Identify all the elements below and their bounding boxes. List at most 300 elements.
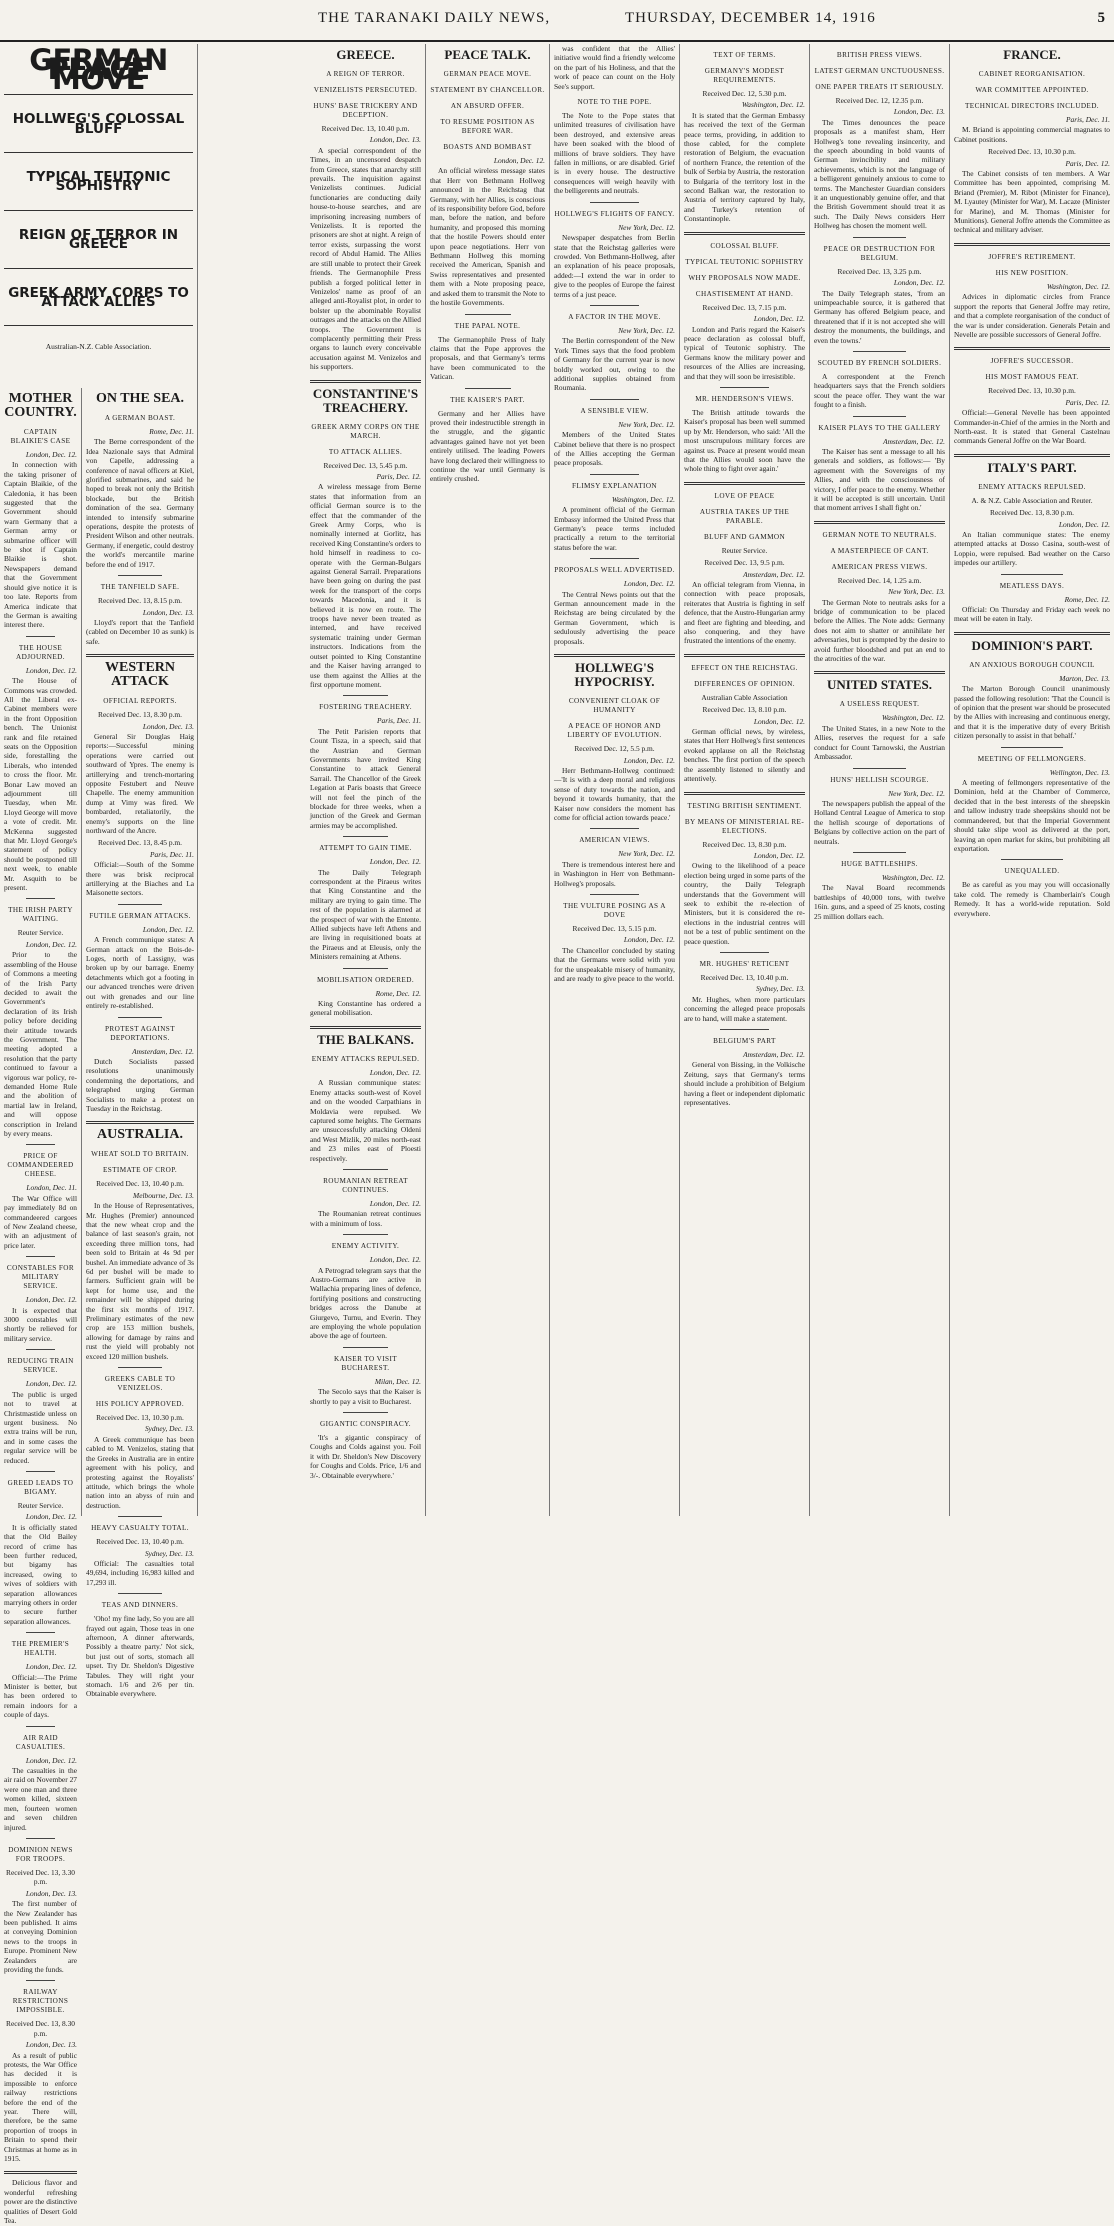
- article-body: Mr. Hughes, when more particulars concerning the alleged peace proposals are to hand, will make a statement.: [684, 994, 805, 1023]
- article-heading: WHEAT SOLD TO BRITAIN.: [91, 1150, 189, 1159]
- received-line: Received Dec. 13, 5.45 p.m.: [323, 460, 408, 470]
- article-body: Members of the United States Cabinet believe that there is no prospect of the Allies accepting the German peace proposals.: [554, 430, 675, 468]
- dateline: Wellington, Dec. 13.: [1049, 767, 1110, 777]
- article-body: M. Briand is appointing commercial magnates to Cabinet positions.: [954, 125, 1110, 144]
- article-body: As a result of public protests, the War Office has decided it is impossible to enforce railway restrictions before the end of the year. There will, therefore, be the same proportion of troops in Britain to spend their Christmas at home as in 1915.: [4, 2050, 77, 2164]
- dateline: Amsterdam, Dec. 12.: [743, 1050, 805, 1059]
- advertisement: 'It's a gigantic conspiracy of Coughs and Colds against you. Foil it with Dr. Sheldon's New Discovery for Coughs and Colds. Price, 1/6 and 3/-. Obtainable everywhere.': [310, 1433, 421, 1480]
- service-credit: Reuter Service.: [721, 545, 768, 555]
- dateline: New York, Dec. 12.: [618, 222, 675, 232]
- article-body: The Germanophile Press of Italy claims that the Pope approves the proposals, and that Germany's terms have been communicated to the Vatican.: [430, 334, 545, 382]
- article-body: The public is urged not to travel at Christmastide unless on urgent business. No extra trains will be run, and in some cases the regular service will be reduced.: [4, 1389, 77, 1465]
- article-heading: GERMAN PEACE MOVE.: [443, 70, 532, 78]
- page-columns: [0, 43, 1114, 2226]
- article-heading: CAPTAIN BLAIKIE'S CASE: [10, 428, 71, 445]
- received-line: Received Dec. 13, 10.30 p.m.: [988, 386, 1076, 396]
- article-heading: HUNS' HELLISH SCOURGE.: [830, 775, 929, 784]
- column-hollweg: [550, 44, 680, 1516]
- article-heading: THE TANFIELD SAFE.: [100, 583, 180, 592]
- article-subheading: ONE PAPER TREATS IT SERIOUSLY.: [815, 83, 944, 91]
- dateline: London, Dec. 12.: [25, 665, 77, 675]
- divider: [26, 1980, 55, 1981]
- divider: [118, 1516, 161, 1517]
- divider: [26, 1144, 55, 1145]
- article-body: An official wireless message states that Herr von Bethmann Hollweg announced in the Reichstag that Germany, with her Allies, is conscious of its responsibility before God, before man, before the nation, and before humanity, and proposed this morning that the hostile Powers should enter upon peace negotiations. Herr von Bethmann Hollweg this morning received the American, Spanish and Swiss representatives and presented them with a Note proposing peace, and asked them to transmit the Note to the hostile Governments.: [430, 166, 545, 308]
- dateline: London, Dec. 12.: [369, 1198, 421, 1208]
- divider: [118, 1017, 161, 1018]
- dateline: Rome, Dec. 11.: [149, 427, 194, 436]
- article-heading: TEAS AND DINNERS.: [101, 1601, 179, 1610]
- article-subheading: GREEK ARMY CORPS ON THE MARCH.: [311, 422, 420, 440]
- dateline: Washington, Dec. 12.: [1046, 281, 1110, 291]
- section-heading: GREECE.: [336, 47, 395, 62]
- article-body: Dutch Socialists passed resolutions unanimously condemning the deportations, and telegraphed urging German Socialists to make a protest on Tuesday in the Reichstag.: [86, 1056, 194, 1113]
- dateline: London, Dec. 12.: [25, 1755, 77, 1765]
- dateline: New York, Dec. 12.: [618, 849, 675, 859]
- divider: [343, 968, 387, 969]
- section-heading: UNITED STATES.: [827, 677, 932, 693]
- dateline: Rome, Dec. 12.: [375, 988, 421, 998]
- dateline: London, Dec. 12.: [623, 935, 675, 945]
- dateline: Washington, Dec. 12.: [881, 872, 945, 882]
- divider: [26, 1838, 55, 1839]
- divider: [86, 1121, 194, 1124]
- dateline: London, Dec. 12.: [623, 579, 675, 589]
- article-body: The German Note to neutrals asks for a bridge of communication to be placed before the Allies. The Note adds: Germany does not aim to shatter or annihilate her adversaries, but is prompted by the desire to avoid further bloodshed and put an end to the atrocities of the war.: [814, 597, 945, 664]
- divider: [853, 852, 905, 853]
- column-peace-talk: [426, 44, 550, 1516]
- article-heading: THE IRISH PARTY WAITING.: [8, 906, 73, 924]
- received-line: Received Dec. 12, 5.30 p.m.: [702, 89, 787, 98]
- article-body: Owing to the likelihood of a peace election being urged in some parts of the country, the Daily Telegraph understands that the Government will seek to exhibit the re-election of Ministers, but it is considered the re-elections in the industrial centres will not be a test of public sentiment on the peace question.: [684, 861, 805, 946]
- dateline: London, Dec. 12.: [623, 755, 675, 765]
- received-line: Received Dec. 12, 12.35 p.m.: [835, 96, 924, 105]
- divider: [720, 952, 768, 953]
- article-heading: EFFECT ON THE REICHSTAG.: [691, 663, 798, 672]
- article-heading: A GERMAN BOAST.: [104, 414, 176, 422]
- dateline: London, Dec. 13.: [142, 607, 194, 617]
- article-subheading: ESTIMATE OF CROP.: [102, 1166, 178, 1175]
- page-number: 5: [1097, 10, 1106, 26]
- dateline: London, Dec. 13.: [369, 135, 421, 145]
- received-line: Received Dec. 13, 10.40 p.m.: [96, 1537, 184, 1547]
- dateline: Paris, Dec. 11.: [377, 716, 421, 726]
- dateline: London, Dec. 13.: [893, 107, 945, 117]
- article-subheading: AN ABSURD OFFER.: [450, 102, 525, 110]
- article-heading: THE PAPAL NOTE.: [454, 321, 521, 330]
- article-heading: A REIGN OF TERROR.: [326, 70, 405, 78]
- divider: [1001, 747, 1063, 748]
- article-body: The War Office will pay immediately 8d on commandeered cargoes of New Zealand cheese, with an adjustment of price later.: [4, 1193, 77, 1250]
- section-heading: TEXT OF TERMS.: [713, 51, 776, 59]
- article-body: The Berne correspondent of the Idea Nazionale says that Admiral von Capelle, addressing a conference of naval officers at Kiel, glorified submarines, and said he hoped to break not only the British blockade, but the British domination of the sea. Germany intended to intensify submarine operations, despite the protests of President Wilson and other neutrals. Germany, if energetic, could destroy the world's mercantile marine before the end of 1917.: [86, 437, 194, 569]
- divider: [853, 416, 905, 417]
- cable-credit: Australian-N.Z. Cable Association.: [4, 325, 193, 361]
- article-heading: GIGANTIC CONSPIRACY.: [320, 1420, 411, 1429]
- article-heading: THE VULTURE POSING AS A DOVE: [563, 901, 666, 919]
- article-body: A meeting of fellmongers representative of the Dominion, held at the Chamber of Commerce, decided that in the best interests of the sheepskin and tallow industry trade sheepskins should not be commandeered, but that the Imperial Government should take slipe wool as delivered at the port, leaving an open market for skins, but prohibiting all exportation.: [954, 778, 1110, 853]
- received-line: Received Dec. 13, 8.30 p.m.: [6, 2019, 75, 2038]
- divider: [26, 1256, 55, 1257]
- article-body: Official:—General Nevelle has been appointed Commander-in-Chief of the armies in the North and North-east. It is stated that General Castelnau commands General Joffre on the War Board.: [954, 408, 1110, 446]
- article-body: A French communique states: A German attack on the Bois-de-Loges, north of Lassigny, was broken up by our barrage. Enemy detachments which got a footing in our advanced trenches were driven out with grenades and our line entirely re-established.: [86, 935, 194, 1011]
- article-subheading: TYPICAL TEUTONIC SOPHISTRY: [685, 257, 804, 266]
- article-body: The Daily Telegraph correspondent at the Piraeus writes that King Constantine and the military are trying to gain time. The rest of the population is alarmed at the prospect of war with the Entente. Allied subjects have left Athens and are living in requisitioned boats at the Piraeus and at Eleusis, only the Ministers remaining at Athens.: [310, 867, 421, 962]
- article-subheading: WHY PROPOSALS NOW MADE.: [688, 273, 801, 282]
- article-heading: JOFFRE'S RETIREMENT.: [988, 252, 1076, 261]
- dateline: London, Dec. 11.: [26, 1183, 77, 1193]
- divider: [853, 237, 905, 238]
- divider: [720, 1029, 768, 1030]
- article-heading: FOSTERING TREACHERY.: [319, 703, 412, 712]
- divider: [590, 305, 638, 306]
- dateline: Melbourne, Dec. 13.: [133, 1190, 194, 1200]
- article-heading: FUTILE GERMAN ATTACKS.: [89, 911, 191, 920]
- section-heading: WESTERN ATTACK: [104, 660, 176, 690]
- received-line: Received Dec. 13, 3.25 p.m.: [837, 266, 922, 276]
- dateline: London, Dec. 12.: [369, 857, 421, 867]
- service-credit: Reuter Service.: [17, 928, 64, 938]
- divider: [118, 1593, 161, 1594]
- article-subheading: TECHNICAL DIRECTORS INCLUDED.: [965, 102, 1099, 110]
- divider: [343, 1412, 387, 1413]
- divider: [720, 387, 768, 388]
- article-body: The Naval Board recommends battleships of 40,000 tons, with twelve 16in. guns, and a speed of 25 knots, costing 25 million dollars each.: [814, 883, 945, 921]
- article-heading: OFFICIAL REPORTS.: [103, 697, 177, 706]
- article-heading: GREEKS CABLE TO VENIZELOS.: [104, 1375, 176, 1393]
- article-body: A special correspondent of the Times, in an uncensored despatch from Greece, states that anarchy still prevails. The inquisition against Venizelists continues. Judicial functionaries are conducting daily house-to-house searches, and are imprisoning increasing numbers of Venizelists. It is reported the prisoners are shot at night. A reign of terror exists, surpassing the worst record of Abdul Hamid. The Allies are still unable to protect their Greek friends. The Germanophile Press publish a forged political letter in Venizelos' name as proof of an alleged anti-Royalist plot, in order to bolster up the abominable Royalist outrages and the attacks on the Allied troops. The Government is complacently permitting their Press organs to launch every conceivable accusation against M. Venizelos and his supporters.: [310, 145, 421, 372]
- article-body: Lloyd's report that the Tanfield (cabled on December 10 as sunk) is safe.: [86, 617, 194, 646]
- dateline: London, Dec. 12.: [25, 450, 77, 459]
- section-heading: DOMINION'S PART.: [971, 637, 1093, 653]
- article-body: The Kaiser has sent a message to all his generals and soldiers, as follows:— 'By agreement with the Sovereigns of my Allies, and with the consciousness of victory, I offer peace to the enemy. Whether it will be accepted is still uncertain. Until that moment arrives I shall fight on.': [814, 446, 945, 513]
- section-heading: CONSTANTINE'S TREACHERY.: [312, 385, 419, 415]
- dateline: London, Dec. 12.: [369, 1067, 421, 1077]
- dateline: London, Dec. 12.: [369, 1255, 421, 1265]
- article-heading: COLOSSAL BLUFF.: [710, 241, 779, 250]
- article-subheading: ENEMY ATTACKS REPULSED.: [978, 482, 1086, 491]
- article-body: A correspondent at the French headquarters says that the French soldiers scout the peace offer. They want the war fought to a finish.: [814, 371, 945, 410]
- article-heading: RAILWAY RESTRICTIONS IMPOSSIBLE.: [12, 1988, 69, 2015]
- article-body: A Russian communique states: Enemy attacks south-west of Kovel and on the wooded Carpathians in Moldavia were repulsed. We captured some heights. The Germans are unsuccessfully attacking Oldeni and West Mizlik, 20 miles north-east and 23 miles east of Ploesti respectively.: [310, 1078, 421, 1163]
- article-subheading: HIS POLICY APPROVED.: [95, 1400, 185, 1409]
- article-body: Prior to the assembling of the House of Commons a meeting of the Irish Party decided to await the Government's declaration of its Irish policy before deciding their attitude towards the Government. The meeting adopted a resolution that the party continued to favour a vigorous war policy, re-demanded Home Rule and the abolition of martial law in Ireland, and will oppose conscription in Ireland by every means.: [4, 950, 77, 1138]
- advertisement: 'Oho! my fine lady, So you are all frayed out again, Those teas in one afternoon, A dinner afterwards, Possibly a theatre party.' Not sick, but just out of sorts, stomach all upset. Try Dr. Sheldon's Digestive Tabules. They will right your stomach. 1/6 and 2/6 per tin. Obtainable everywhere.: [86, 1614, 194, 1699]
- dateline: London, Dec. 12.: [893, 278, 945, 288]
- article-heading: HEAVY CASUALTY TOTAL.: [91, 1524, 189, 1533]
- article-body: A Petrograd telegram says that the Austro-Germans are active in Wallachia preparing lines of defence, fortifying positions and constructing bridges across the Danube at Giurgevo, Turnu, and Everin. They are employing the whole population above the age of fourteen.: [310, 1265, 421, 1341]
- divider: [310, 1026, 421, 1029]
- divider: [954, 243, 1110, 246]
- service-credit: Australian Cable Association: [701, 692, 788, 702]
- article-body: Newspaper despatches from Berlin state that the Reichstag galleries were crowded. Von Bethmann-Hollweg, after an explanation of his peace proposals, added:—I extend the war in order to give to the peoples of Europe the fairest terms of a just peace.: [554, 233, 675, 299]
- article-heading: PROTEST AGAINST DEPORTATIONS.: [105, 1024, 175, 1042]
- article-body: The Daily Telegraph states, 'from an unimpeachable source, it is gathered that Germany has offered Belgium peace, and threatened that if it is not accepted she will destroy the monuments, the buildings, and even the towns.': [814, 288, 945, 345]
- advertisement: Delicious flavor and wonderful refreshing power are the distinctive qualities of Desert Gold Tea.: [4, 2178, 77, 2226]
- dateline: Amsterdam, Dec. 12.: [883, 436, 945, 446]
- divider: [465, 314, 511, 315]
- article-body: The first number of the New Zealander has been published. It aims at conveying Dominion news to the troops in Europe. Prominent New Zealanders are providing the funds.: [4, 1899, 77, 1974]
- article-heading: LOVE OF PEACE: [714, 491, 775, 500]
- article-body: German official news, by wireless, states that Herr Hollweg's first sentences evoked applause on all the Reichstag benches. The first portion of the speech the assembly listened to silently and attentively.: [684, 727, 805, 784]
- dateline: Amsterdam, Dec. 12.: [132, 1046, 194, 1056]
- article-body: General von Bissing, in the Volkische Zeitung, says that Germany's terms should include a prohibition of Belgium having a fleet or independent diplomatic representatives.: [684, 1060, 805, 1108]
- divider: [684, 482, 805, 485]
- received-line: Received Dec. 13, 8.10 p.m.: [702, 705, 787, 715]
- received-line: Received Dec. 13, 10.40 p.m.: [96, 1179, 184, 1189]
- article-heading: NOTE TO THE POPE.: [577, 98, 652, 107]
- section-heading: MOTHER COUNTRY.: [4, 391, 77, 420]
- article-body: The Marton Borough Council unanimously passed the following resolution: 'That the Council is of opinion that the present war should be prosecuted by the Allies with increasing and continuous energy, and that it is the imperative duty of every British citizen personally to assist in that behalf.': [954, 684, 1110, 741]
- article-heading: ENEMY ACTIVITY.: [331, 1242, 400, 1251]
- article-heading: PRICE OF COMMANDEERED CHEESE.: [7, 1152, 74, 1179]
- article-heading: AMERICAN VIEWS.: [579, 836, 650, 845]
- on-the-sea-column: [82, 388, 198, 1699]
- article-heading: CABINET REORGANISATION.: [978, 70, 1086, 78]
- dateline: Milan, Dec. 12.: [374, 1376, 421, 1386]
- divider: [343, 1347, 387, 1348]
- article-body: The Central News points out that the German announcement made in the Reichstag are being circulated by the German Government, which is sedulously advertising the peace proposals.: [554, 589, 675, 646]
- article-heading: GERMAN NOTE TO NEUTRALS.: [822, 530, 937, 539]
- divider: [4, 2171, 77, 2174]
- article-body: A wireless message from Berne states that information from an official German source is to the effect that the commander of the Greek Army Corps, who is nominally interned at Gorlitz, has received King Constantine's orders to hold himself in readiness to co-operate with the German-Bulgars against General Sarrail. Preparations have been going on during the past week for the transport of the corps towards Macedonia, and it is believed it is now en route. The troops have never been treated as interned, and have received systematic training under German instructors. Indications from the outset pointed to King Constantine and the Kaiser having arranged to use them against the Allies at the first opportune moment.: [310, 482, 421, 689]
- article-subheading: TO RESUME POSITION AS BEFORE WAR.: [440, 118, 535, 135]
- article-subheading: GERMANY'S MODEST REQUIREMENTS.: [704, 67, 785, 84]
- divider: [310, 380, 421, 383]
- article-heading: THE KAISER'S PART.: [450, 395, 525, 404]
- divider: [26, 898, 55, 899]
- received-line: Received Dec. 13, 10.30 p.m.: [96, 1413, 184, 1423]
- dateline: Paris, Dec. 12.: [376, 471, 421, 481]
- divider: [590, 474, 638, 475]
- dateline: New York, Dec. 12.: [888, 788, 945, 798]
- article-subheading: HIS NEW POSITION.: [995, 268, 1069, 277]
- divider: [954, 632, 1110, 635]
- banner-subhead-2: TYPICAL TEUTONIC SOPHISTRY: [4, 152, 193, 210]
- divider: [343, 695, 387, 696]
- banner-headlines: [4, 43, 193, 362]
- dateline: Sydney, Dec. 13.: [144, 1424, 194, 1434]
- article-heading: THE HOUSE ADJOURNED.: [16, 643, 65, 661]
- article-heading: HUGE BATTLESHIPS.: [841, 859, 918, 868]
- article-body: It is stated that the German Embassy has received the text of the German peace terms, providing, in addition to those cabled, for the complete restoration of Belgium, the evacuation of northern France, the retention of the bulk of Serbia by Austria, the restoration to Bulgaria of the territory lost in the second Balkan war, the restoration to Austria of territory captured by Italy, and Turkey's retention of Constantinople.: [684, 110, 805, 224]
- article-body: A Greek communique has been cabled to M. Venizelos, stating that the Greeks in Australia are in entire agreement with his policy, and protesting against the Royalists' attitude, which brings the whole nation into an abyss of ruin and destruction.: [86, 1434, 194, 1510]
- divider: [465, 388, 511, 389]
- article-body: Advices in diplomatic circles from France support the reports that General Joffre may retire, and that a complete reorganisation of the conduct of the war is under consideration. Generals Petain and Nevelle are possible successors of General Joffre.: [954, 292, 1110, 339]
- article-heading: PEACE OR DESTRUCTION FOR BELGIUM.: [823, 244, 936, 262]
- divider: [590, 828, 638, 829]
- article-body: The Secolo says that the Kaiser is shortly to pay a visit to Bucharest.: [310, 1387, 421, 1406]
- section-heading: ON THE SEA.: [95, 391, 185, 406]
- article-body: It is officially stated that the Old Bailey record of crime has been further reduced, but bigamy has increased, owing to wives of soldiers with separation allowances marrying others in order to secure further separation allowances.: [4, 1522, 77, 1626]
- section-heading: HOLLWEG'S HYPOCRISY.: [574, 660, 655, 690]
- section-heading: FRANCE.: [1003, 47, 1061, 62]
- received-line: Received Dec. 13, 10.40 p.m.: [700, 972, 789, 982]
- divider: [684, 232, 805, 235]
- article-subheading: A USELESS REQUEST.: [839, 700, 920, 709]
- article-heading: HOLLWEG'S FLIGHTS OF FANCY.: [554, 209, 675, 218]
- article-subheading: HIS MOST FAMOUS FEAT.: [985, 373, 1079, 382]
- received-line: Received Dec. 13, 7.15 p.m.: [702, 302, 787, 312]
- divider: [590, 558, 638, 559]
- divider: [343, 1234, 387, 1235]
- article-body: Official: On Thursday and Friday each week no meat will be eaten in Italy.: [954, 605, 1110, 624]
- divider: [684, 654, 805, 657]
- dateline: Paris, Dec. 12.: [1065, 397, 1110, 407]
- article-subheading: BOASTS AND BOMBAST: [443, 143, 532, 151]
- article-body: The Berlin correspondent of the New York Times says that the food problem of Germany for the current year is now boldly worked out, owing to the additional supplies obtained from Roumania.: [554, 336, 675, 393]
- article-heading: GREED LEADS TO BIGAMY.: [7, 1478, 74, 1496]
- article-body: The Note to the Pope states that unlimited treasures of civilisation have been destroyed, and extensive areas have been soaked with the blood of millions of brave soldiers. They have fallen in millions, or are disabled. Grief is in every house. The destructive consequences will weigh heavily with the belligerents and neutrals.: [554, 111, 675, 196]
- divider: [590, 202, 638, 203]
- received-line: Received Dec. 13, 3.30 p.m.: [6, 1867, 75, 1887]
- divider: [118, 1367, 161, 1368]
- article-body: Herr Bethmann-Hollweg continued:—'It is with a deep moral and religious sense of duty towards the nation, and beyond it towards humanity, that the Kaiser now considers the moment has come for official action towards peace.': [554, 765, 675, 822]
- newspaper-name: THE TARANAKI DAILY NEWS,: [318, 10, 551, 26]
- dateline: London, Dec. 13.: [25, 2040, 77, 2050]
- divider: [590, 894, 638, 895]
- dateline: Washington, Dec. 12.: [881, 713, 945, 723]
- issue-date: THURSDAY, DECEMBER 14, 1916: [625, 10, 876, 26]
- article-body: Official:—South of the Somme there was brisk reciprocal artillerying at the Biaches and La Maisonette sectors.: [86, 860, 194, 898]
- masthead: [0, 0, 1114, 42]
- article-body: Germany and her Allies have proved their indestructible strength in the struggle, and the gigantic advantages gained have not yet been entirely utilised. The leading Powers have long declared their willingness to continue the war until Germany is entirely crushed.: [430, 408, 545, 484]
- dateline: Rome, Dec. 12.: [1064, 594, 1110, 604]
- section-heading: ITALY'S PART.: [987, 459, 1077, 475]
- article-subheading: BLUFF AND GAMMON: [703, 532, 786, 541]
- divider: [590, 399, 638, 400]
- dateline: Amsterdam, Dec. 12.: [743, 569, 805, 579]
- article-heading: CONSTABLES FOR MILITARY SERVICE.: [6, 1264, 75, 1291]
- article-body: The British attitude towards the Kaiser's proposal has been well summed up by Mr. Henderson, who said: 'All the most unscrupulous military forces are against us. Peace at present would mean that the Allies would soon have the whole thing to fight over again.': [684, 407, 805, 474]
- received-line: Received Dec. 13, 10.40 p.m.: [321, 124, 410, 133]
- article-subheading: A PEACE OF HONOR AND LIBERTY OF EVOLUTION.: [567, 722, 662, 740]
- dateline: London, Dec. 12.: [142, 924, 194, 934]
- mother-country-column: [0, 388, 82, 2226]
- article-heading: MEETING OF FELLMONGERS.: [977, 754, 1087, 763]
- article-body: In connection with the taking prisoner of Captain Blaikie, of the Caledonia, it has been suggested that the Government should warn Germany that a German army or submarine officer will be shot if Captain Blaikie is shot. Newspapers demand that the Government should give notice it is too late. Reports from America indicate that the German is awaiting interest there.: [4, 460, 77, 630]
- divider: [1001, 574, 1063, 575]
- article-body: The Times denounces the peace proposals as a manifest sham, Herr Hollweg's tone revealing insincerity, and the speech abounding in bold vaunts of German invincibility and military achievements, which is not the language of a belligerent genuinely anxious to come to terms. The Manchester Guardian considers it an unquestionably genuine offer, and that the British Government should treat it as such. The Daily News considers Herr Hollweg has chosen the moment well.: [814, 117, 945, 231]
- divider: [118, 575, 161, 576]
- article-heading: A SENSIBLE VIEW.: [580, 406, 649, 415]
- article-subheading: DIFFERENCES OF OPINION.: [694, 679, 795, 688]
- divider: [26, 1349, 55, 1350]
- dateline: Paris, Dec. 11.: [1066, 115, 1110, 124]
- dateline: Sydney, Dec. 13.: [144, 1548, 194, 1558]
- dateline: London, Dec. 12.: [25, 1662, 77, 1672]
- article-subheading: HUNS' BASE TRICKERY AND DECEPTION.: [313, 102, 418, 119]
- article-body: The casualties in the air raid on November 27 were one man and three women killed, sixteen men, fourteen women and seven children injured.: [4, 1766, 77, 1832]
- article-heading: KAISER PLAYS TO THE GALLERY: [818, 423, 941, 432]
- divider: [853, 351, 905, 352]
- article-heading: MEATLESS DAYS.: [999, 581, 1065, 590]
- column-greece: [306, 44, 426, 1516]
- article-subheading: BY MEANS OF MINISTERIAL RE-ELECTIONS.: [684, 817, 805, 835]
- article-subheading: A MASTERPIECE OF CANT.: [830, 546, 929, 555]
- section-heading: THE BALKANS.: [317, 1031, 414, 1047]
- dateline: New York, Dec. 13.: [888, 587, 945, 597]
- article-body: A prominent official of the German Embassy informed the United Press that Germany's peace terms included practically a return to the territorial status before the war.: [554, 505, 675, 552]
- received-line: Received Dec. 13, 8.30 p.m.: [702, 839, 787, 849]
- dateline: New York, Dec. 12.: [618, 325, 675, 335]
- article-subheading: WAR COMMITTEE APPOINTED.: [975, 86, 1089, 94]
- article-body: An official telegram from Vienna, in connection with peace proposals, reiterates that Austria is fighting in self defence, that the Austro-Hungarian army and fleet are fighting and bleeding, and also conquering, and they have frustrated the intentions of the enemy.: [684, 580, 805, 646]
- dateline: London, Dec. 12.: [753, 314, 805, 324]
- article-heading: PROPOSALS WELL ADVERTISED.: [554, 566, 675, 575]
- dateline: London, Dec. 12.: [25, 939, 77, 949]
- section-heading: BRITISH PRESS VIEWS.: [836, 51, 923, 59]
- dateline: Paris, Dec. 11.: [150, 849, 194, 859]
- service-credit: A. & N.Z. Cable Association and Reuter.: [971, 495, 1093, 505]
- article-heading: LATEST GERMAN UNCTUOUSNESS.: [814, 67, 945, 75]
- divider: [26, 1726, 55, 1727]
- article-heading: ROUMANIAN RETREAT CONTINUES.: [323, 1176, 408, 1194]
- column-text-of-terms: [680, 44, 810, 1516]
- service-credit: Reuter Service.: [17, 1500, 64, 1510]
- article-body: The Petit Parisien reports that Count Tisza, in a speech, said that the Austrian and German Governments have invited King Constantine to attack General Sarrail. The Chancellor of the Greek Legation at Paris boasts that Greece will not feel the pinch of the blockade for three weeks, when a junction of the Greek and German armies may be accomplished.: [310, 726, 421, 830]
- article-body: The United States, in a new Note to the Allies, reserves the request for a safe conduct for Count Tarnowski, the Austrian Ambassador.: [814, 723, 945, 762]
- article-body: was confident that the Allies' initiative would find a friendly welcome on the part of his Holiness, and that the work of peace can count on the Holy See's support.: [554, 44, 675, 91]
- dateline: Paris, Dec. 12.: [1065, 158, 1110, 168]
- dateline: Sydney, Dec. 13.: [755, 984, 805, 994]
- divider: [26, 636, 55, 637]
- article-body: King Constantine has ordered a general mobilisation.: [310, 999, 421, 1018]
- dateline: Marton, Dec. 13.: [1059, 673, 1110, 683]
- dateline: London, Dec. 12.: [25, 1512, 77, 1522]
- article-body: General Sir Douglas Haig reports:—Successful mining operations were carried out southward of Ypres. The enemy is artillerying and trench-mortaring opposite Festubert and Neuve Chapelle. The enemy ammunition dump at Vimy was fired. We bombarded, retaliatorily, the enemy's supports on the line northward of the Ancre.: [86, 731, 194, 835]
- divider: [554, 654, 675, 657]
- article-subheading: VENIZELISTS PERSECUTED.: [313, 86, 418, 94]
- dateline: London, Dec. 12.: [753, 716, 805, 726]
- article-body: In the House of Representatives, Mr. Hughes (Premier) announced that the new wheat crop and the balance of last season's grain, not exceeding three million tons, had been sold to Britain at 4s 9d per bushel. An immediate advance of 3s 6d per bushel will be made to farmers. Sufficient grain will be kept for home use, and the remainder will be shipped during the first six months of 1917. Preliminary estimates of the new crop are 153 million bushels, allowing for damage by rains and rust the yield will probably not exceed 120 million bushels.: [86, 1201, 194, 1361]
- received-line: Received Dec. 13, 10.30 p.m.: [988, 147, 1076, 157]
- article-body: London and Paris regard the Kaiser's peace declaration as colossal bluff, typical of Teutonic sophistry. The Germans know the military power and resources of the Allies are increasing, and that they will soon be irresistible.: [684, 324, 805, 381]
- dateline: New York, Dec. 12.: [618, 419, 675, 429]
- banner-subhead-4: GREEK ARMY CORPS TO ATTACK ALLIES: [4, 268, 193, 326]
- received-line: Received Dec. 13, 8.30 p.m.: [990, 508, 1074, 518]
- section-heading: AUSTRALIA.: [97, 1127, 183, 1143]
- article-subheading: TO ATTACK ALLIES.: [328, 447, 403, 456]
- article-heading: REDUCING TRAIN SERVICE.: [7, 1357, 74, 1375]
- divider: [26, 1632, 55, 1633]
- article-heading: MR. HUGHES' RETICENT: [699, 959, 790, 968]
- article-body: The Chancellor concluded by stating that the Germans were solid with you for the unspeakable misery of humanity, and are ready to give peace to the world.: [554, 945, 675, 983]
- dateline: London, Dec. 12.: [25, 1295, 77, 1305]
- article-body: There is tremendous interest here and in Washington in Herr von Bethmann-Hollweg's proposals.: [554, 859, 675, 888]
- section-heading: PEACE TALK.: [444, 47, 531, 62]
- article-heading: BELGIUM'S PART: [713, 1037, 776, 1045]
- divider: [343, 836, 387, 837]
- article-body: It is expected that 3000 constables will shortly be relieved for military service.: [4, 1305, 77, 1343]
- received-line: Received Dec. 12, 5.5 p.m.: [574, 744, 655, 754]
- column-france: [950, 44, 1114, 1516]
- divider: [814, 671, 945, 674]
- divider: [343, 1169, 387, 1170]
- divider: [853, 768, 905, 769]
- dateline: London, Dec. 12.: [25, 1379, 77, 1389]
- advertisement: Be as careful as you may you will occasionally take cold. The remedy is Chamberlain's Cough Remedy. It has a world-wide reputation. Sold everywhere.: [954, 880, 1110, 918]
- received-line: Received Dec. 13, 9.5 p.m.: [704, 558, 785, 568]
- article-body: Official: The casualties total 49,694, including 16,983 killed and 17,293 ill.: [86, 1558, 194, 1587]
- article-subheading: ENEMY ATTACKS REPULSED.: [311, 1054, 420, 1063]
- article-heading: MR. HENDERSON'S VIEWS.: [695, 394, 794, 403]
- divider: [954, 454, 1110, 457]
- dateline: London, Dec. 13.: [142, 721, 194, 731]
- article-heading: MOBILISATION ORDERED.: [316, 975, 415, 984]
- banner-subhead-3: REIGN OF TERROR IN GREECE: [4, 210, 193, 268]
- article-heading: A FACTOR IN THE MOVE.: [568, 312, 661, 321]
